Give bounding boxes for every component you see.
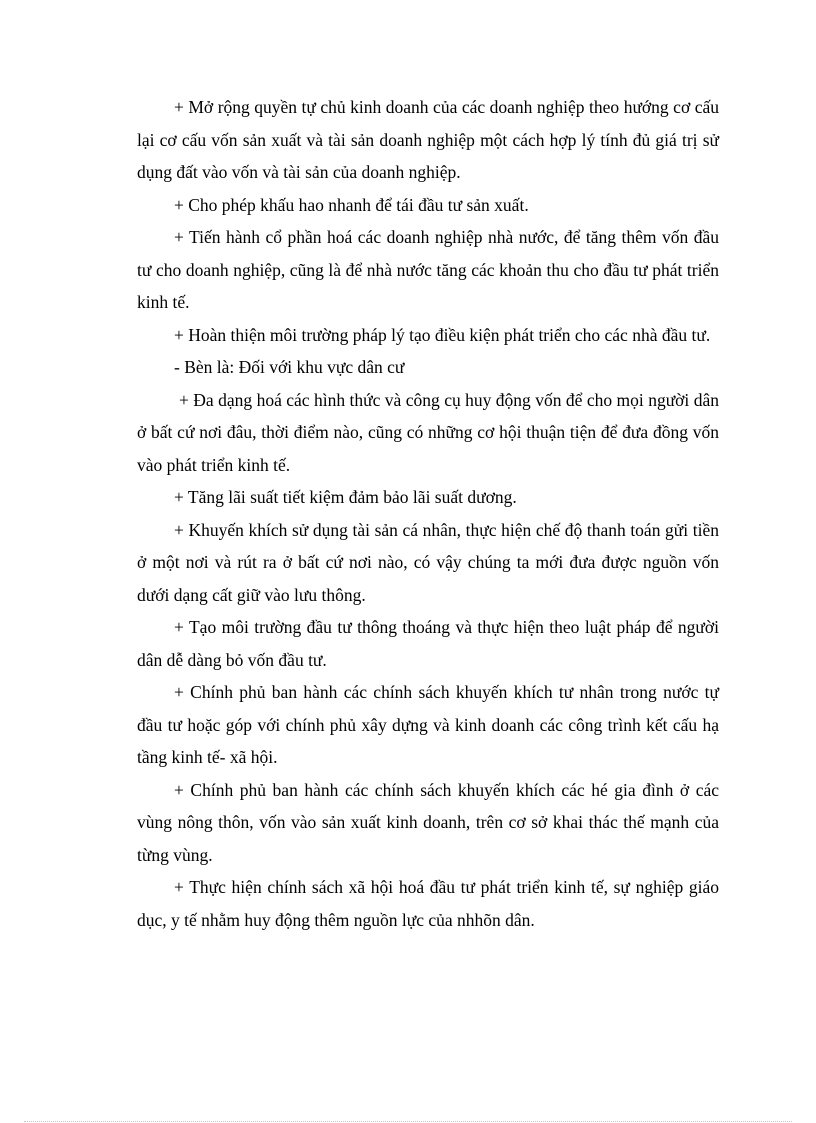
document-body — [137, 91, 719, 936]
paragraph-interest-rate: + Tăng lãi suất tiết kiệm đảm bảo lãi suất dương. — [174, 487, 517, 507]
paragraph-diversify-instruments: + Đa dạng hoá các hình thức và công cụ huy động vốn để cho mọi người dân ở bất cứ nơi đâu, thời điểm nào, cũng có những cơ hội thuận tiện để đưa đồng vốn vào phát triển kinh tế. — [137, 389, 719, 475]
paragraph-autonomy: + Mở rộng quyền tự chủ kinh doanh của các doanh nghiệp theo hướng cơ cấu lại cơ cấu vốn sản xuất và tài sản doanh nghiệp một cách hợp lý tính đủ giá trị sử dụng đất vào vốn và tài sản của doanh nghiệp. — [137, 97, 719, 182]
paragraph-private-sector-policy: + Chính phủ ban hành các chính sách khuyến khích tư nhân trong nước tự đầu tư hoặc góp với chính phủ xây dựng và kinh doanh các công trình kết cấu hạ tầng kinh tế- xã hội. — [137, 682, 719, 767]
paragraph-legal-environment: + Hoàn thiện môi trường pháp lý tạo điều kiện phát triển cho các nhà đầu tư. — [174, 324, 711, 345]
paragraph-rural-household-policy: + Chính phủ ban hành các chính sách khuyến khích các hé gia đình ở các vùng nông thôn, vốn vào sản xuất kinh doanh, trên cơ sở khai thác thế mạnh của từng vùng. — [137, 779, 719, 865]
paragraph-socialization: + Thực hiện chính sách xã hội hoá đầu tư phát triển kinh tế, sự nghiệp giáo dục, y tế nhằm huy động thêm nguồn lực của nhhõn dân. — [137, 877, 719, 930]
paragraph-depreciation: + Cho phép khấu hao nhanh để tái đầu tư sản xuất. — [174, 194, 529, 215]
paragraph-investment-environment: + Tạo môi trường đầu tư thông thoáng và thực hiện theo luật pháp để người dân dễ dàng bỏ vốn đầu tư. — [137, 617, 719, 670]
section-heading-residential: - Bèn là: Đối với khu vực dân cư — [174, 357, 405, 377]
paragraph-equitization: + Tiến hành cổ phần hoá các doanh nghiệp nhà nước, để tăng thêm vốn đầu tư cho doanh nghiệp, cũng là để nhà nước tăng các khoản thu cho đầu tư phát triển kinh tế. — [137, 227, 719, 312]
paragraph-personal-assets: + Khuyến khích sử dụng tài sản cá nhân, thực hiện chế độ thanh toán gửi tiền ở một nơi và rút ra ở bất cứ nơi nào, có vậy chúng ta mới đưa được nguồn vốn dưới dạng cất giữ vào lưu thông. — [137, 519, 719, 605]
page-bottom-divider — [24, 1121, 792, 1122]
